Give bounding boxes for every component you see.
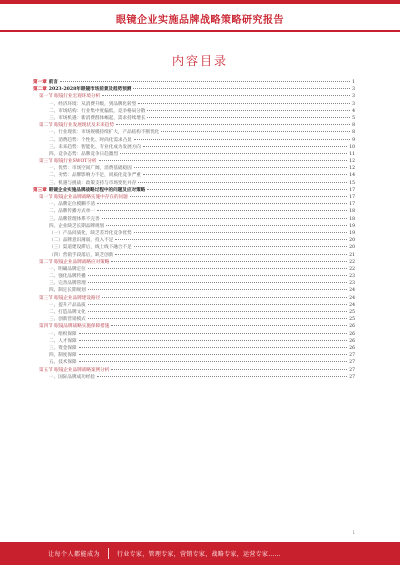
toc-entry-title: 一、提升产品品质 — [49, 302, 86, 308]
toc-entry-text — [49, 180, 136, 187]
toc-entry-title: （三）渠道建设滞后，线上线下融合不足 — [49, 245, 132, 251]
dot-leader — [115, 239, 347, 240]
toc-entry[interactable] — [33, 101, 355, 108]
toc-entry[interactable] — [33, 338, 355, 345]
dot-leader — [102, 297, 347, 298]
dot-leader — [88, 311, 347, 312]
toc-entry-text — [49, 309, 86, 316]
toc-chapter-label: 第二章 — [33, 87, 47, 93]
dot-leader — [138, 182, 347, 183]
toc-entry-title: 一、品牌定位模糊不清 — [49, 202, 95, 208]
toc-entry-text — [49, 331, 77, 338]
toc-entry-title: 一、优势：市场空间广阔，消费基础稳固 — [49, 166, 132, 172]
toc-entry-text — [49, 172, 141, 179]
toc-entry-title: 二、消费趋势：个性化、时尚化需求凸显 — [49, 137, 132, 143]
toc-entry[interactable] — [33, 115, 355, 122]
toc-entry-title: 二、人才保障 — [49, 338, 77, 344]
dot-leader — [88, 318, 347, 319]
toc-entry-text — [39, 194, 128, 201]
toc-entry[interactable] — [33, 180, 355, 187]
dot-leader — [111, 261, 347, 262]
toc-page-number: 20 — [349, 245, 355, 251]
toc-entry[interactable] — [33, 331, 355, 338]
toc-entry-title: 四、竞争态势：品牌竞争日趋激烈 — [49, 151, 118, 157]
toc-entry-title: 第四节 眼镜品牌战略实施保障措施 — [39, 324, 110, 330]
toc-entry[interactable] — [33, 86, 355, 93]
dot-leader — [88, 304, 347, 305]
toc-entry[interactable] — [33, 216, 355, 223]
dot-leader — [161, 131, 350, 132]
toc-entry[interactable] — [33, 137, 355, 144]
toc-page-number: 23 — [349, 281, 355, 287]
toc-entry-title: 第二节 眼镜企业品牌战略应对策略 — [39, 259, 110, 265]
toc-page-number: 27 — [349, 367, 355, 373]
dot-leader — [88, 275, 347, 276]
toc-entry[interactable] — [33, 93, 355, 100]
dot-leader — [79, 361, 348, 362]
toc-entry-text — [49, 144, 141, 151]
toc-page-number: 17 — [349, 202, 355, 208]
toc-entry-title: 第五节 眼镜企业品牌战略案例分析 — [39, 367, 110, 373]
toc-entry[interactable] — [33, 273, 355, 280]
toc-entry-text — [49, 359, 77, 366]
toc-entry[interactable] — [33, 359, 355, 366]
toc-page-number: 12 — [349, 159, 355, 165]
dot-leader — [134, 139, 350, 140]
toc-entry-title: 前言 — [48, 80, 58, 85]
toc-entry-title: 三、未来趋势：智能化、专业化成为发展方向 — [49, 144, 141, 150]
toc-entry-title: （一）产品同质化，缺乏差异化竞争优势 — [49, 230, 132, 236]
toc-entry[interactable] — [33, 172, 355, 179]
footer-brand: 让每个人都能成为 — [48, 551, 101, 558]
toc-entry-title: 三、品牌管理体系不完善 — [49, 216, 100, 222]
toc-heading: 内容目录 — [171, 54, 228, 68]
toc-entry-title: 一、行业现状：市场规模持续扩大，产品结构不断优化 — [49, 130, 160, 136]
toc-entry-title: 三、完善品牌管理 — [49, 281, 86, 287]
toc-entry-title: 眼镜企业实施品牌战略过程中的问题及应对策略 — [48, 187, 146, 193]
toc-entry-text — [49, 338, 77, 345]
toc-entry-text — [49, 115, 145, 122]
toc-entry[interactable] — [33, 252, 355, 259]
toc-entry-text — [49, 208, 95, 215]
toc-entry-text — [39, 323, 109, 330]
toc-entry[interactable] — [33, 352, 355, 359]
toc-entry[interactable] — [33, 187, 355, 194]
toc-page-number: 20 — [349, 238, 355, 244]
dot-leader — [111, 369, 347, 370]
toc-page-number: 5 — [352, 115, 355, 121]
toc-entry[interactable] — [33, 237, 355, 244]
toc-entry-title: 第二节 眼镜行业发展现状及未来趋势 — [39, 123, 114, 129]
page-footer — [0, 542, 400, 565]
toc-entry[interactable] — [33, 316, 355, 323]
toc-page-number: 26 — [349, 331, 355, 337]
toc-page-number: 22 — [349, 266, 355, 272]
dot-leader — [79, 354, 348, 355]
toc-entry-title: （二）品牌意识薄弱，投入不足 — [49, 238, 114, 244]
toc-entry-title: 2023-2028年眼镜市场前景及趋势预测 — [48, 87, 132, 93]
toc-entry-text — [33, 86, 131, 93]
toc-entry-title: 二、打造品牌文化 — [49, 310, 86, 315]
toc-page-number: 22 — [349, 259, 355, 265]
dot-leader — [147, 110, 350, 111]
toc-entry-title: 二、强化品牌传播 — [49, 274, 86, 280]
toc-entry-text — [49, 137, 132, 144]
toc-entry[interactable] — [33, 280, 355, 287]
toc-page-number: 9 — [352, 137, 355, 143]
toc-page-number: 18 — [349, 209, 355, 215]
toc-entry-text — [49, 280, 86, 287]
toc-entry-title: 一、明确品牌定位 — [49, 266, 86, 272]
toc-entry[interactable] — [33, 158, 355, 165]
toc-entry[interactable] — [33, 201, 355, 208]
toc-entry[interactable] — [33, 367, 355, 374]
toc-entry-text — [49, 237, 113, 244]
toc-entry-text — [49, 129, 159, 136]
toc-page-number: 26 — [349, 338, 355, 344]
toc-entry-text — [49, 230, 132, 237]
toc-entry[interactable] — [33, 345, 355, 352]
dot-leader — [147, 117, 350, 118]
toc-entry-text — [49, 151, 118, 158]
toc-entry-text — [49, 345, 77, 352]
page-header — [0, 0, 400, 32]
toc-entry-title: 三、资金保障 — [49, 345, 77, 351]
toc-entry[interactable] — [33, 144, 355, 151]
toc-entry[interactable] — [33, 79, 355, 86]
toc-page-number: 10 — [349, 144, 355, 150]
dot-leader — [138, 103, 350, 104]
dot-leader — [143, 174, 347, 175]
toc-entry-text — [39, 93, 100, 100]
toc-entry[interactable] — [33, 108, 355, 115]
toc-page-number: 27 — [349, 353, 355, 359]
dot-leader — [133, 88, 350, 89]
toc-entry-title: 四、制度保障 — [49, 353, 77, 359]
page-number: 1 — [352, 530, 355, 535]
toc-entry-title: 第一节 眼镜企业品牌战略实施中存在的问题 — [39, 195, 128, 200]
toc-entry-text — [49, 201, 95, 208]
toc-entry-text — [49, 352, 77, 359]
toc-entry-title: 五、技术保障 — [49, 360, 77, 366]
toc-entry[interactable] — [33, 151, 355, 158]
toc-page-number: 23 — [349, 274, 355, 280]
dot-leader — [88, 289, 347, 290]
dot-leader — [115, 254, 347, 255]
toc-entry-text — [49, 266, 86, 273]
toc-entry-text — [39, 367, 109, 374]
toc-entry[interactable] — [33, 122, 355, 129]
toc-entry-title: 二、市场结构：行业集中度偏低，竞争格局分散 — [49, 108, 146, 114]
toc-entry[interactable] — [33, 302, 355, 309]
toc-page-number: 24 — [349, 295, 355, 301]
toc-entry-text — [49, 165, 132, 172]
toc-entry-title: 第一节 眼镜行业宏观环境分析 — [39, 94, 101, 100]
toc-entry[interactable] — [33, 287, 355, 294]
dot-leader — [88, 282, 347, 283]
dot-leader — [120, 153, 347, 154]
toc-entry-title: 四、制定长期规划 — [49, 288, 86, 294]
toc-entry-text — [39, 122, 114, 129]
toc-page-number: 3 — [352, 87, 355, 93]
toc-entry-text — [49, 302, 86, 309]
toc-page-number: 1 — [352, 80, 355, 85]
toc-entry-title: 四、企业缺乏长期品牌规划 — [49, 223, 105, 229]
footer-tagline: 行业专家，管理专家，营销专家，战略专家，运营专家…… — [117, 551, 281, 558]
dot-leader — [134, 167, 347, 168]
dot-leader — [102, 218, 348, 219]
toc-entry-text — [49, 108, 145, 115]
toc-page-number: 11 — [349, 151, 355, 157]
toc-entry[interactable] — [33, 266, 355, 273]
toc-entry[interactable] — [33, 323, 355, 330]
toc-entry-text — [33, 187, 145, 194]
toc-entry-title: 一、国际品牌成功经验 — [49, 374, 95, 380]
toc-page-number: 25 — [349, 310, 355, 315]
toc-entry[interactable] — [33, 208, 355, 215]
toc-page-number: 14 — [349, 173, 355, 179]
toc-chapter-label: 第一章 — [33, 80, 47, 85]
toc-entry-text — [39, 259, 109, 266]
dot-leader — [134, 246, 347, 247]
header-accent-bar — [0, 0, 400, 4]
dot-leader — [102, 95, 350, 96]
toc-entry-text — [49, 374, 95, 381]
toc-page-number: 8 — [352, 130, 355, 136]
toc-page-number: 24 — [349, 288, 355, 294]
dot-leader — [134, 232, 347, 233]
dot-leader — [106, 225, 347, 226]
dot-leader — [60, 81, 350, 82]
toc-page-number: 3 — [352, 101, 355, 107]
footer-divider — [108, 548, 109, 559]
toc-page-number: 4 — [352, 108, 355, 114]
toc-entry-text — [49, 216, 100, 223]
dot-leader — [99, 160, 348, 161]
toc-entry-title: 二、劣势：品牌影响力不足，同质化竞争严重 — [49, 173, 141, 179]
toc-page-number: 19 — [349, 223, 355, 229]
dot-leader — [79, 347, 348, 348]
dot-leader — [97, 210, 347, 211]
toc-entry[interactable] — [33, 194, 355, 201]
toc-entry-title: （四）营销手段落后，缺乏创新 — [49, 252, 114, 258]
dot-leader — [79, 333, 348, 334]
toc-entry[interactable] — [33, 165, 355, 172]
dot-leader — [130, 196, 347, 197]
toc-page-number: 26 — [349, 345, 355, 351]
toc-entry[interactable] — [33, 223, 355, 230]
toc-entry-text — [49, 223, 104, 230]
report-title: 眼镜企业实施品牌战略策略研究报告 — [116, 15, 284, 26]
dot-leader — [116, 124, 350, 125]
toc-page-number: 21 — [349, 252, 355, 258]
toc-entry-text — [49, 273, 86, 280]
toc-page-number: 12 — [349, 166, 355, 172]
dot-leader — [147, 189, 347, 190]
toc-entry[interactable] — [33, 309, 355, 316]
dot-leader — [88, 268, 347, 269]
toc-page-number: 18 — [349, 216, 355, 222]
toc-entry-text — [49, 287, 86, 294]
toc-entry-text — [49, 316, 86, 323]
toc-entry[interactable] — [33, 374, 355, 381]
toc-entry-title: 第三节 眼镜行业SWOT分析 — [39, 159, 97, 165]
dot-leader — [97, 203, 347, 204]
toc-page-number: 3 — [352, 94, 355, 100]
toc-entry-text — [33, 79, 58, 86]
toc-page-number: 26 — [349, 324, 355, 330]
table-of-contents — [33, 79, 355, 381]
toc-entry-text — [39, 295, 100, 302]
toc-entry-title: 三、市场机遇：新消费群体崛起，需求持续增长 — [49, 115, 146, 121]
toc-entry[interactable] — [33, 230, 355, 237]
toc-page-number: 27 — [349, 360, 355, 366]
toc-chapter-label: 第三章 — [33, 187, 47, 193]
dot-leader — [143, 146, 347, 147]
dot-leader — [97, 376, 347, 377]
toc-page-number: 17 — [349, 195, 355, 200]
toc-entry-title: 第三节 眼镜企业品牌建设路径 — [39, 295, 101, 301]
toc-entry-text — [49, 101, 136, 108]
dot-leader — [79, 340, 348, 341]
toc-entry[interactable] — [33, 295, 355, 302]
toc-entry-title: 一、组织保障 — [49, 331, 77, 337]
toc-page-number: 24 — [349, 302, 355, 308]
toc-entry-text — [49, 244, 132, 251]
toc-entry[interactable] — [33, 244, 355, 251]
dot-leader — [111, 325, 347, 326]
toc-entry-title: 一、经济环境：从消费升级，到品牌化转型 — [49, 101, 137, 107]
toc-entry-title: 二、品牌传播方式单一 — [49, 209, 95, 215]
toc-entry[interactable] — [33, 259, 355, 266]
toc-entry[interactable] — [33, 129, 355, 136]
toc-entry-text — [49, 252, 113, 259]
toc-entry-text — [39, 158, 97, 165]
toc-page-number: 27 — [349, 374, 355, 380]
toc-page-number: 25 — [349, 317, 355, 323]
toc-page-number: 17 — [349, 187, 355, 193]
toc-entry-title: 三、创新营销模式 — [49, 317, 86, 323]
toc-entry-title: 三、机遇与挑战：政策支持与市场变化并存 — [49, 180, 137, 186]
toc-page-number: 19 — [349, 230, 355, 236]
toc-page-number: 15 — [349, 180, 355, 186]
toc-page-number: 8 — [352, 123, 355, 129]
